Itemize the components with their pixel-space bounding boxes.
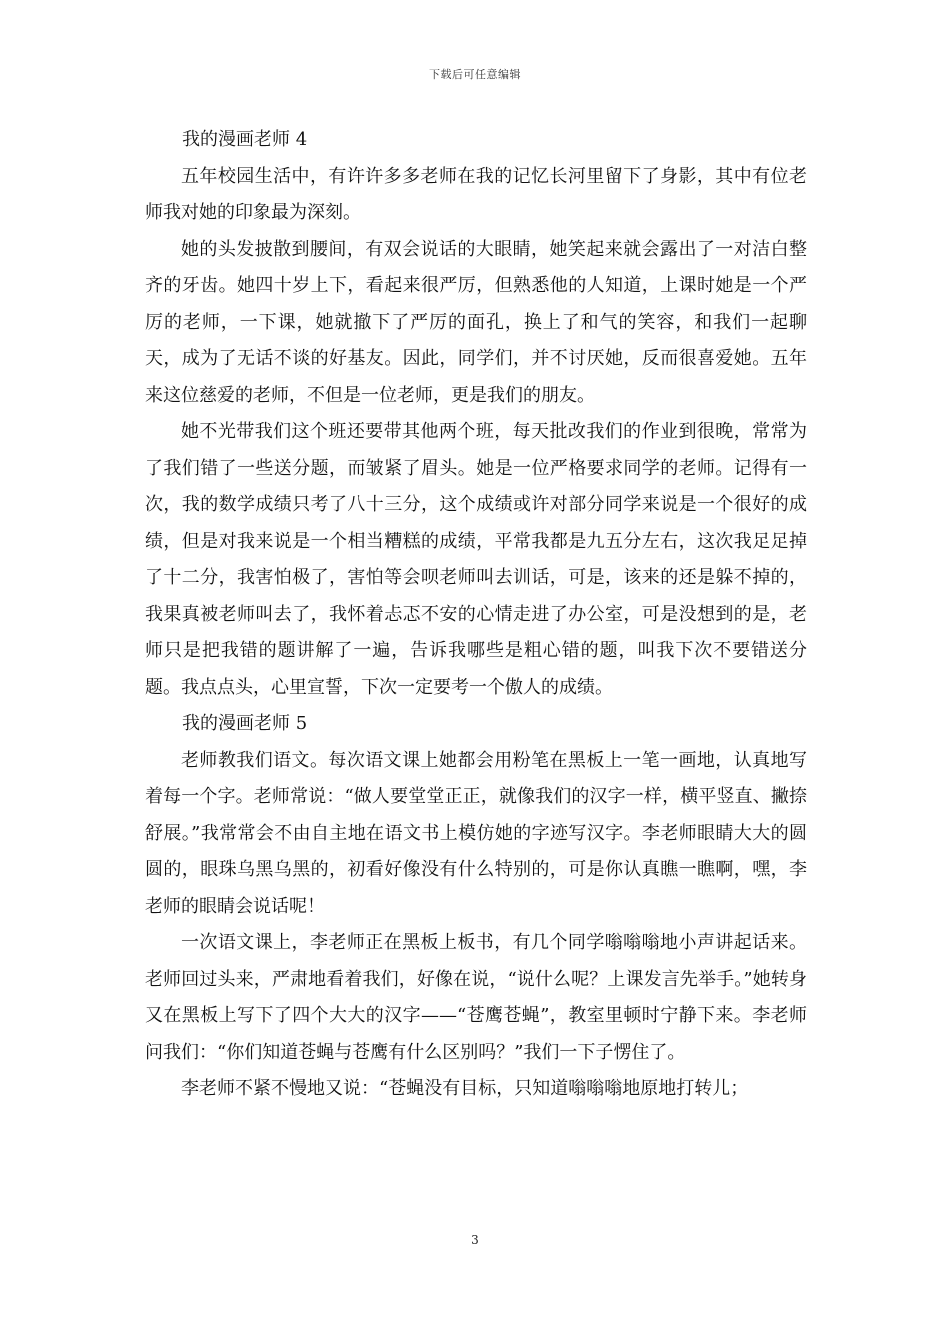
paragraph: 她的头发披散到腰间，有双会说话的大眼睛，她笑起来就会露出了一对洁白整齐的牙齿。她四十岁上下，看起来很严厉，但熟悉他的人知道，上课时她是一个严厉的老师，一下课，她就撤下了严厉的面孔，换上了和气的笑容，和我们一起聊天，成为了无话不谈的好基友。因此，同学们，并不讨厌她，反而很喜爱她。五年来这位慈爱的老师，不但是一位老师，更是我们的朋友。 xyxy=(145,238,807,406)
page-number: 3 xyxy=(471,1233,479,1247)
paragraph: 一次语文课上，李老师正在黑板上板书，有几个同学嗡嗡嗡地小声讲起话来。老师回过头来，严肃地看着我们，好像在说，“说什么呢？上课发言先举手。”她转身又在黑板上写下了四个大大的汉字——“苍鹰苍蝇”，教室里顿时宁静下来。李老师问我们：“你们知道苍蝇与苍鹰有什么区别吗？”我们一下子愣住了。 xyxy=(145,932,807,1063)
section-title: 我的漫画老师 4 xyxy=(182,129,308,150)
paragraph: 李老师不紧不慢地又说：“苍蝇没有目标，只知道嗡嗡嗡地原地打转儿； xyxy=(181,1078,749,1099)
document-body xyxy=(145,122,807,1108)
section-title: 我的漫画老师 5 xyxy=(182,713,308,734)
paragraph: 老师教我们语文。每次语文课上她都会用粉笔在黑板上一笔一画地，认真地写着每一个字。老师常说：“做人要堂堂正正，就像我们的汉字一样，横平竖直、撇捺舒展。”我常常会不由自主地在语文书上模仿她的字迹写汉字。李老师眼睛大大的圆圆的，眼珠乌黑乌黑的，初看好像没有什么特别的，可是你认真瞧一瞧啊，嘿，李老师的眼睛会说话呢！ xyxy=(145,749,807,917)
paragraph: 她不光带我们这个班还要带其他两个班，每天批改我们的作业到很晚，常常为了我们错了一些送分题，而皱紧了眉头。她是一位严格要求同学的老师。记得有一次，我的数学成绩只考了八十三分，这个成绩或许对部分同学来说是一个很好的成绩，但是对我来说是一个相当糟糕的成绩，平常我都是九五分左右，这次我足足掉了十二分，我害怕极了，害怕等会呗老师叫去训话，可是，该来的还是躲不掉的，我果真被老师叫去了，我怀着忐忑不安的心情走进了办公室，可是没想到的是，老师只是把我错的题讲解了一遍，告诉我哪些是粗心错的题，叫我下次不要错送分题。我点点头，心里宣誓，下次一定要考一个傲人的成绩。 xyxy=(145,421,807,698)
paragraph: 五年校园生活中，有许许多多老师在我的记忆长河里留下了身影，其中有位老师我对她的印象最为深刻。 xyxy=(145,165,807,223)
page-header: 下载后可任意编辑 xyxy=(429,68,521,81)
